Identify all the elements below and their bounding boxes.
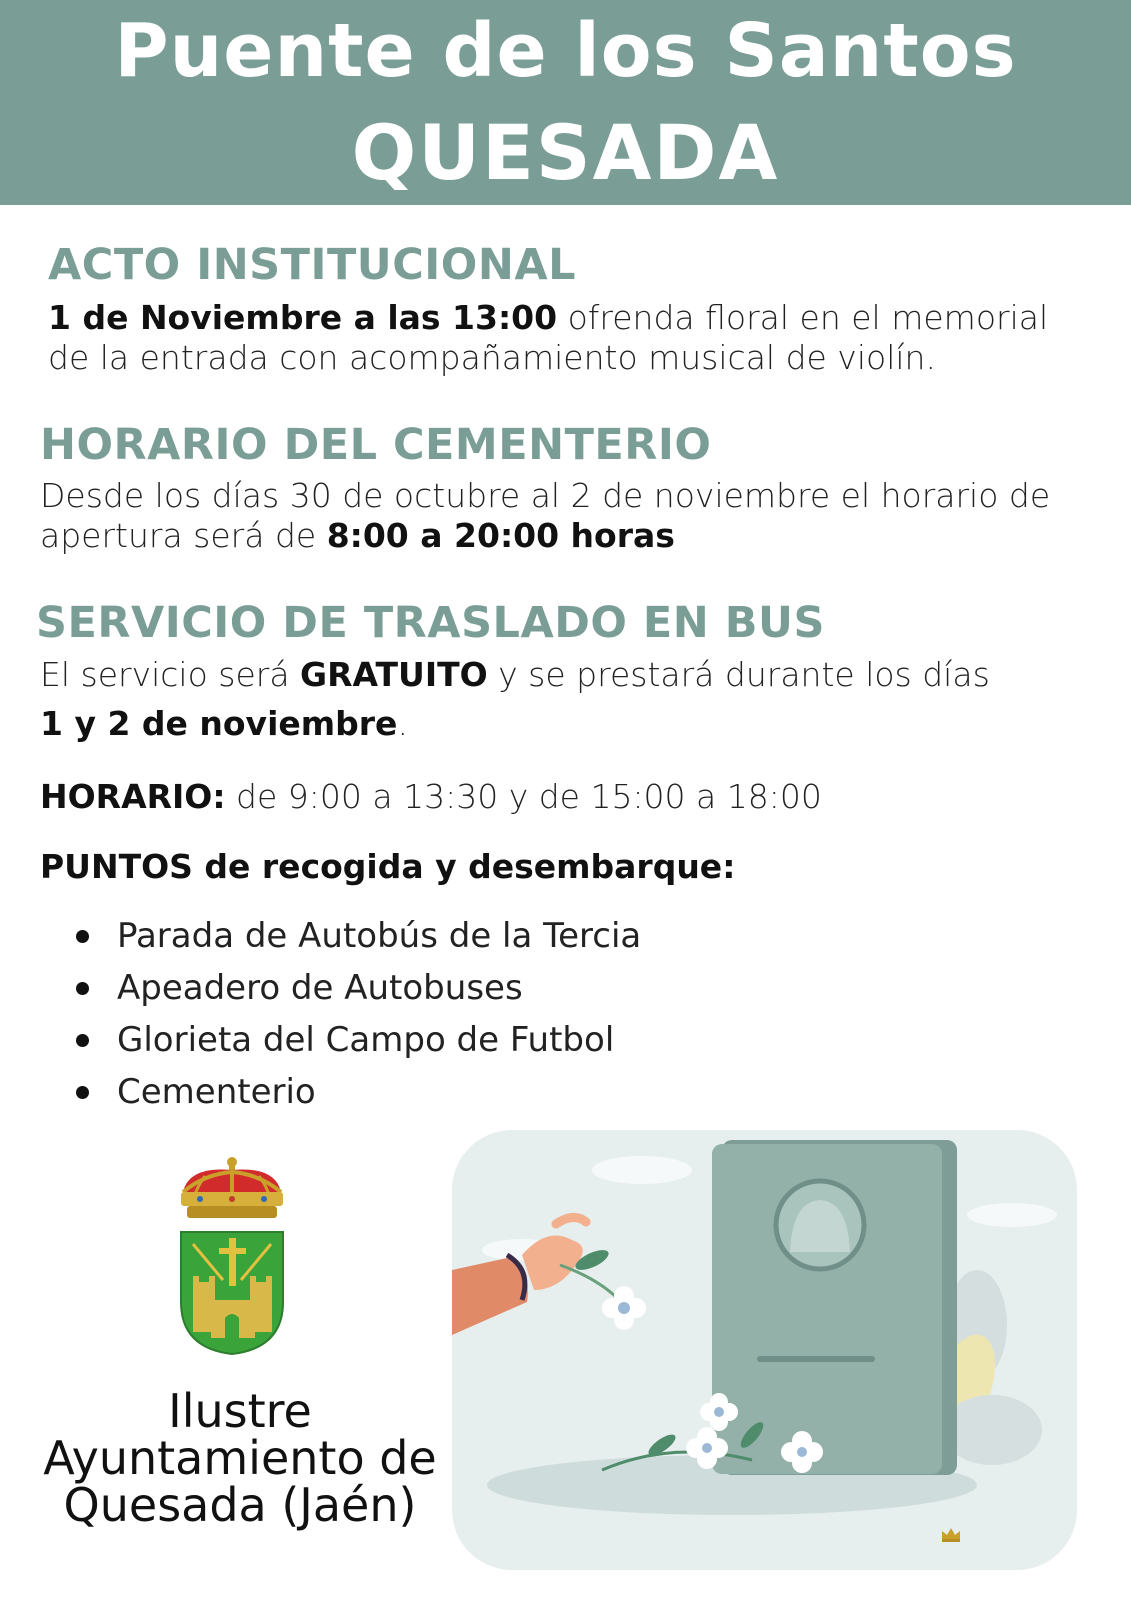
list-item xyxy=(62,962,641,1014)
bullet-icon xyxy=(76,1086,89,1099)
bus-line-1 xyxy=(40,655,990,695)
cementerio-hours: 8:00 a 20:00 horas xyxy=(326,516,675,555)
acto-date: 1 de Noviembre a las 13:00 xyxy=(48,298,558,337)
bullet-icon xyxy=(76,930,89,943)
header-banner xyxy=(0,0,1131,205)
bus-line-1-start: El servicio será xyxy=(40,655,301,694)
punto-label: Cementerio xyxy=(117,1072,316,1112)
bus-heading: SERVICIO DE TRASLADO EN BUS xyxy=(36,598,825,648)
bus-line-2 xyxy=(40,704,408,744)
memorial-flower-illustration-icon xyxy=(452,1130,1077,1570)
acto-line-2: de la entrada con acompañamiento musical de violín. xyxy=(48,338,936,377)
acto-line-1 xyxy=(48,298,1048,338)
cementerio-line-2-text: apertura será de xyxy=(40,516,327,555)
list-item xyxy=(62,1014,641,1066)
acto-heading: ACTO INSTITUCIONAL xyxy=(48,240,577,290)
page-title: Puente de los Santos xyxy=(114,8,1017,94)
coat-of-arms-icon xyxy=(175,1152,290,1357)
bullet-icon xyxy=(76,1034,89,1047)
puntos-list xyxy=(62,910,641,1118)
puntos-heading: PUNTOS de recogida y desembarque: xyxy=(40,847,736,886)
bus-free: GRATUITO xyxy=(300,655,488,694)
bus-horario xyxy=(40,777,822,817)
bus-line-2-end: . xyxy=(397,704,408,743)
bullet-icon xyxy=(76,982,89,995)
cementerio-line-2 xyxy=(40,516,675,556)
punto-label: Parada de Autobús de la Tercia xyxy=(117,916,642,956)
cementerio-line-1: Desde los días 30 de octubre al 2 de noviembre el horario de xyxy=(40,476,1051,515)
list-item xyxy=(62,910,641,962)
acto-line-1-text: ofrenda floral en el memorial xyxy=(557,298,1049,337)
organization-name xyxy=(30,1384,450,1532)
bus-days: 1 y 2 de noviembre xyxy=(40,704,398,743)
organization-line-1: Ilustre xyxy=(168,1384,312,1438)
organization-line-2: Ayuntamiento de xyxy=(43,1431,437,1485)
crown-mark-icon xyxy=(940,1525,962,1543)
bus-line-1-rest: y se prestará durante los días xyxy=(487,655,990,694)
punto-label: Glorieta del Campo de Futbol xyxy=(117,1020,615,1060)
page-subtitle: QUESADA xyxy=(351,108,780,197)
cementerio-heading: HORARIO DEL CEMENTERIO xyxy=(40,420,712,470)
bus-horario-label: HORARIO: xyxy=(40,777,226,816)
punto-label: Apeadero de Autobuses xyxy=(117,968,523,1008)
organization-line-3: Quesada (Jaén) xyxy=(63,1478,417,1532)
list-item xyxy=(62,1066,641,1118)
bus-horario-value: de 9:00 a 13:30 y de 15:00 a 18:00 xyxy=(225,777,822,816)
